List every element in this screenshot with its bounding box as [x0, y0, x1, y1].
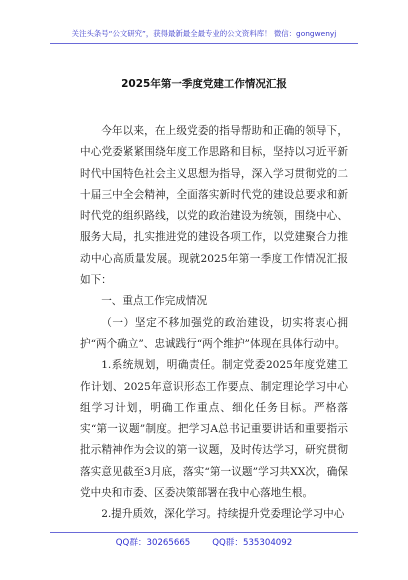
footer — [0, 536, 408, 548]
footer-qq-group-1: QQ群：30265665 — [115, 538, 191, 548]
header-notice: 关注头条号“公文研究”，获得最新最全最专业的公文资料库！ 微信：gongwenyj — [71, 29, 337, 38]
footer-qq-group-2: QQ群：535304092 — [212, 538, 293, 548]
intro-paragraph: 今年以来，在上级党委的指导帮助和正确的领导下，中心党委紧紧围绕年度工作思路和目标，坚持以习近平新时代中国特色社会主义思想为指导，深入学习贯彻党的二十届三中全会精神，全面落实新时代党的建设总要求和新时代党的组织路线，以党的政治建设为统领，围绕中心、服务大局，扎实推进党的建设各项工作，以党建聚合力推动中心高质量发展。现就2025年第一季度工作情况汇报如下： — [80, 125, 348, 287]
subsection-heading: （一）坚定不移加强党的政治建设，切实将衷心拥护“两个确立”、忠诚践行“两个维护”体现在具体行动中。 — [80, 316, 348, 350]
footer-divider — [50, 532, 358, 533]
body-paragraph: 2.提升质效，深化学习。持续提升党委理论学习中心 — [101, 508, 345, 521]
section-heading: 一、重点工作完成情况 — [101, 295, 208, 308]
body-paragraph: 1.系统规划，明确责任。制定党委2025年度党建工作计划、2025年意识形态工作要点、制定理论学习中心组学习计划，明确工作重点、细化任务目标。严格落实“第一议题”制度。把学习A总书记重要讲话和重要指示批示精神作为会议的第一议题，及时传达学习，研究贯彻落实意见截至3月底，落实“第一议题”学习共XX次，确保党中央和市委、区委决策部署在我中心落地生根。 — [80, 359, 348, 500]
document-title: 2025年第一季度党建工作情况汇报 — [121, 78, 287, 90]
header-divider — [50, 43, 358, 44]
document-body — [80, 121, 348, 526]
